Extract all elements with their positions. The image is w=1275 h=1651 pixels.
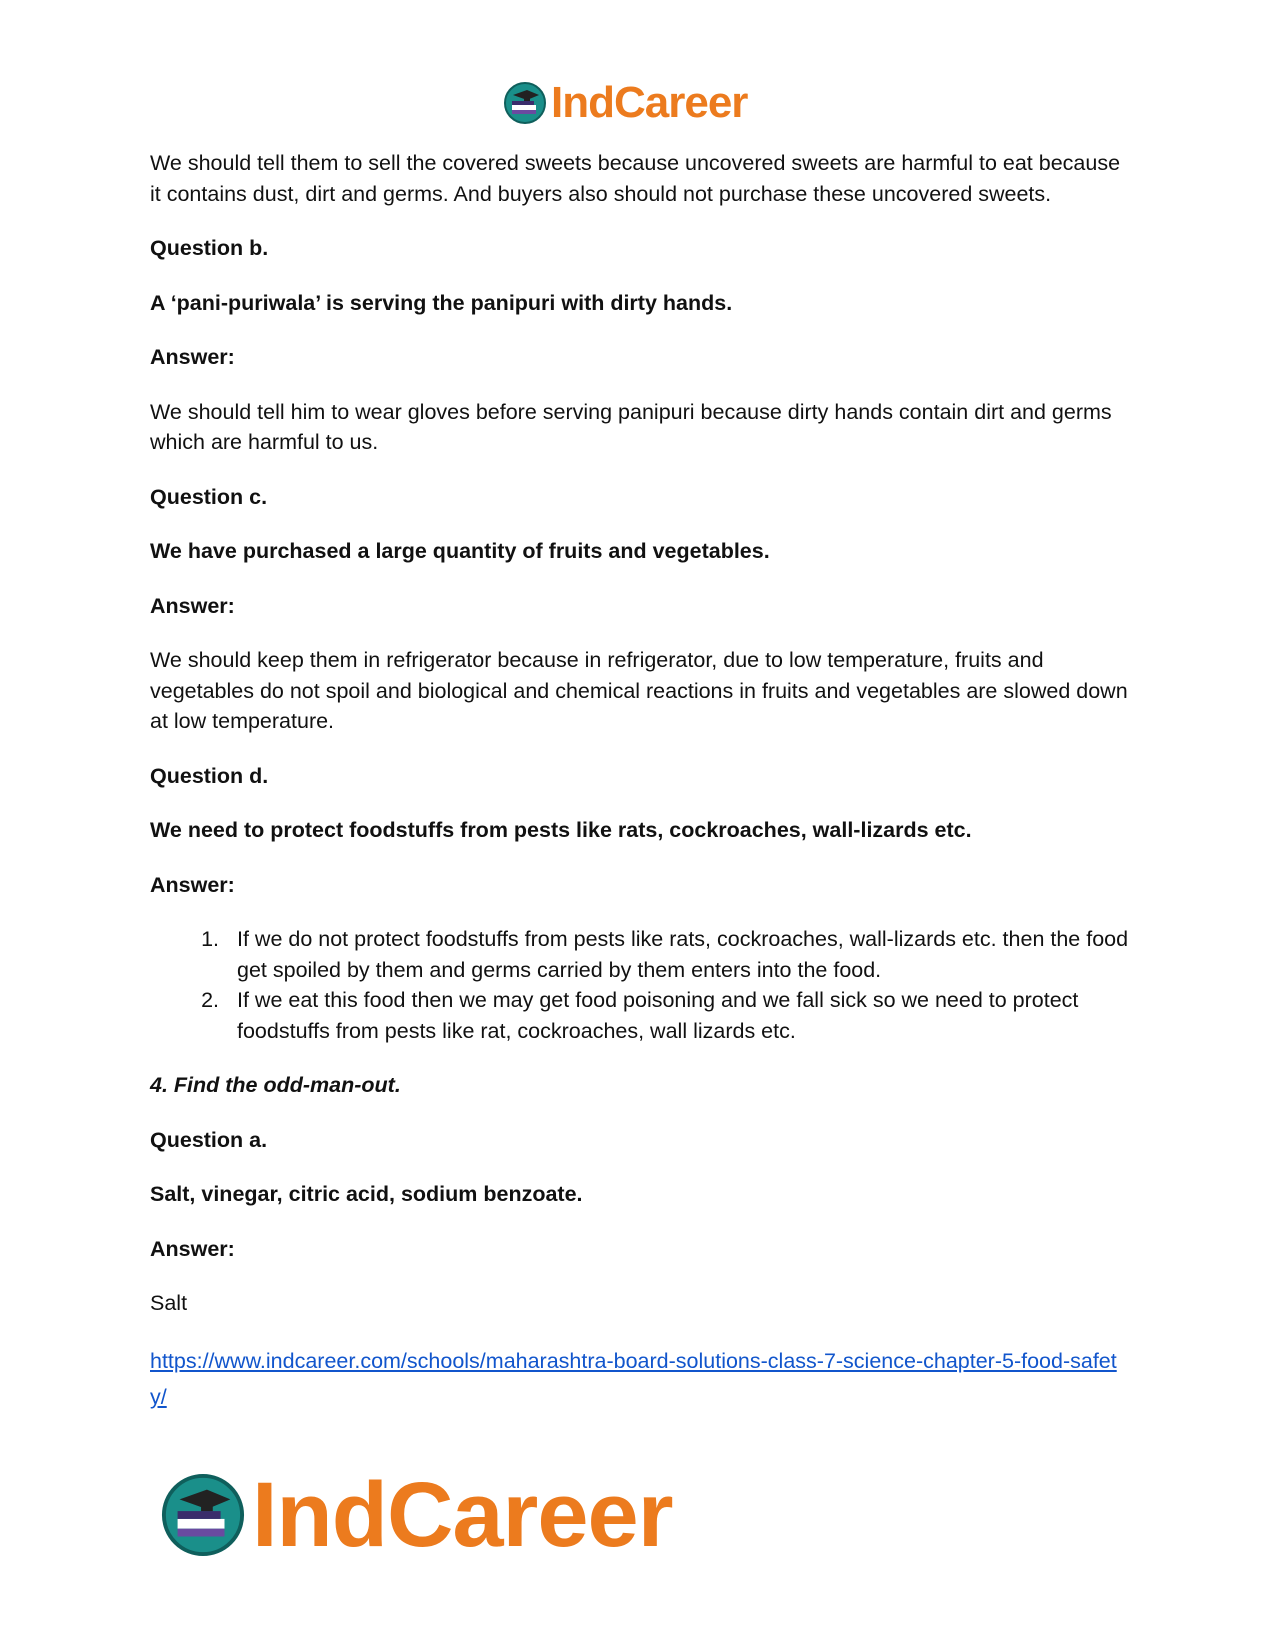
question-b-label: Question b.: [150, 236, 269, 260]
question-b-text: A ‘pani-puriwala’ is serving the panipuri with dirty hands.: [150, 290, 733, 315]
footer-logo: [160, 1464, 673, 1566]
question-b-answer-label: Answer:: [150, 345, 235, 369]
question-d-text: We need to protect foodstuffs from pests like rats, cockroaches, wall-lizards etc.: [150, 818, 972, 842]
question-b-answer: We should tell him to wear gloves before serving panipuri because dirty hands contain dirt and germs which are harmful to us.: [150, 399, 1112, 454]
question-c-label: Question c.: [150, 484, 268, 509]
question-4a-text: Salt, vinegar, citric acid, sodium benzoate.: [150, 1182, 583, 1206]
question-4a-label: Question a.: [150, 1127, 268, 1152]
graduation-book-icon: [160, 1472, 246, 1558]
question-4a-answer: Salt: [150, 1291, 188, 1315]
list-item: 1. If we do not protect foodstuffs from pests like rats, cockroaches, wall-lizards etc. then the food get spoiled by them and germs carried by them enters into the food.: [225, 924, 1130, 985]
logo-text: IndCareer: [252, 1464, 673, 1566]
question-c-answer: We should keep them in refrigerator because in refrigerator, due to low temperature, fruits and vegetables do not spoil and biological and chemical reactions in fruits and vegetables are slowed down at low temperature.: [150, 648, 1128, 733]
header-logo: [503, 80, 747, 126]
section-4-title: 4. Find the odd-man-out.: [150, 1073, 401, 1097]
source-link[interactable]: https://www.indcareer.com/schools/maharashtra-board-solutions-class-7-science-chapter-5-food-safety/: [150, 1348, 1117, 1409]
question-d-label: Question d.: [150, 763, 269, 788]
question-d-answer-list: [150, 924, 1130, 1046]
logo-text: IndCareer: [551, 78, 748, 127]
list-item: 2. If we eat this food then we may get food poisoning and we fall sick so we need to protect foodstuffs from pests like rat, cockroaches, wall lizards etc.: [225, 985, 1130, 1046]
question-c-text: We have purchased a large quantity of fruits and vegetables.: [150, 539, 770, 563]
document-body: [150, 148, 1130, 1415]
graduation-book-icon: [503, 81, 547, 125]
question-c-answer-label: Answer:: [150, 593, 235, 618]
question-d-answer-label: Answer:: [150, 872, 235, 897]
intro-paragraph: We should tell them to sell the covered sweets because uncovered sweets are harmful to eat because it contains dust, dirt and germs. And buyers also should not purchase these uncovered sweets.: [150, 151, 1121, 206]
question-4a-answer-label: Answer:: [150, 1236, 235, 1261]
